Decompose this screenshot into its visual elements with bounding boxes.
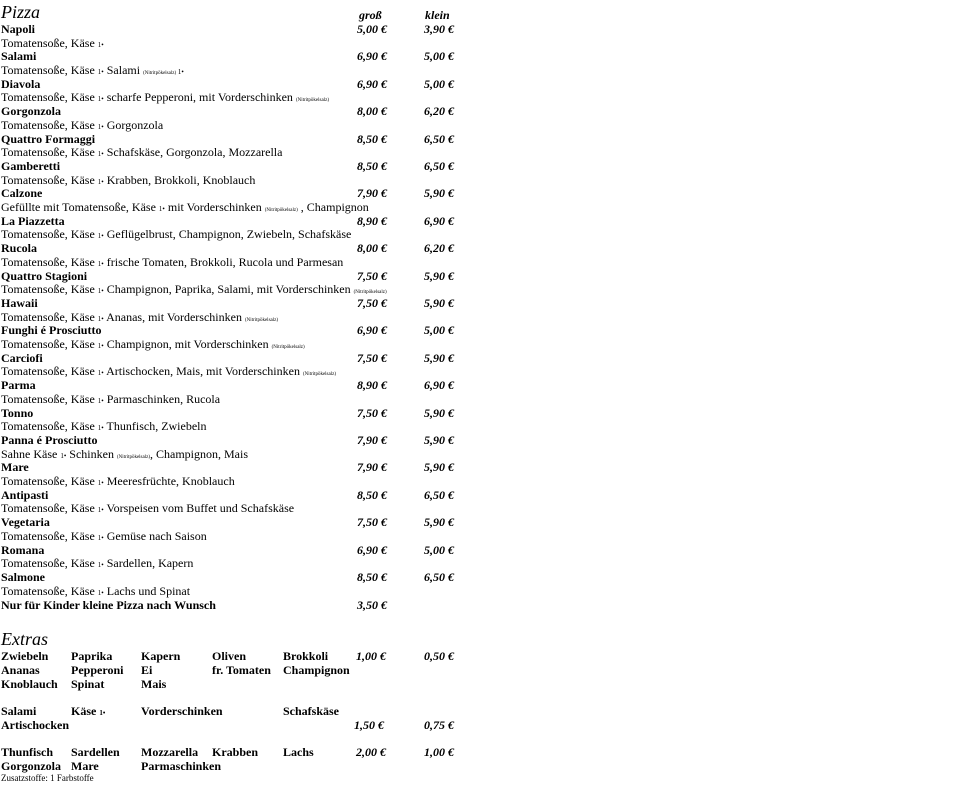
extra-item-kaese-label: Käse: [71, 704, 97, 718]
description-text: Gefüllte mit Tomatensoße, Käse: [1, 199, 159, 214]
pizza-row: [0, 434, 470, 461]
extra-item: Schafskäse: [283, 704, 340, 718]
pizza-name: Funghi é Prosciutto: [1, 323, 102, 338]
description-text: Geflügelbrust, Champignon, Zwiebeln, Schafskäse: [103, 227, 352, 242]
description-text: Tomatensoße, Käse: [1, 35, 98, 50]
additive-mark: 1•: [97, 232, 104, 241]
description-text: Schinken: [66, 446, 117, 461]
kids-pizza-name: Nur für Kinder kleine Pizza nach Wunsch: [1, 598, 216, 612]
pizza-name: Panna é Prosciutto: [1, 433, 98, 447]
additive-mark: 1•: [97, 588, 104, 597]
description-text: , Champignon, Mais: [150, 446, 248, 461]
description-text: Tomatensoße, Käse: [1, 90, 98, 105]
description-text: Tomatensoße, Käse: [1, 419, 98, 434]
pizza-list: [0, 23, 470, 603]
pizza-price-large: 8,50 €: [357, 131, 387, 146]
pizza-row: [0, 516, 470, 543]
additive-mark: 1•: [97, 396, 104, 405]
extra-item: Mais: [141, 677, 167, 691]
pizza-row: [0, 50, 470, 77]
extra-item: Salami: [1, 704, 37, 718]
description-text: Tomatensoße, Käse: [1, 556, 98, 571]
pizza-name: Napoli: [1, 22, 36, 36]
additive-mark: 1•: [97, 67, 104, 76]
pizza-row: [0, 242, 470, 269]
pizza-name: Vegetaria: [1, 515, 50, 530]
description-text: Meeresfrüchte, Knoblauch: [103, 473, 235, 488]
pizza-row: [0, 215, 470, 242]
description-text: Tomatensoße, Käse: [1, 254, 98, 269]
pizza-name: Mare: [1, 460, 29, 475]
additive-mark: 1•: [158, 204, 165, 213]
pizza-price-small: 5,90 €: [424, 433, 454, 447]
additive-mark: 1•: [97, 369, 104, 378]
pizza-price-large: 7,50 €: [357, 296, 387, 310]
extra-item: Ananas: [1, 663, 40, 677]
pizza-price-large: 7,50 €: [357, 515, 387, 530]
additive-note: (Nitritpökelsalz): [353, 290, 387, 296]
pizza-price-large: 8,50 €: [357, 570, 387, 584]
extra-item: Thunfisch: [1, 745, 54, 759]
pizza-price-large: 8,00 €: [357, 104, 387, 119]
extra-item-kaese: [71, 705, 105, 720]
description-text: Lachs und Spinat: [103, 583, 191, 598]
pizza-name: Rucola: [1, 241, 37, 256]
description-text: Artischocken, Mais, mit Vorderschinken: [103, 364, 303, 379]
description-text: Tomatensoße, Käse: [1, 364, 98, 379]
pizza-row: [0, 379, 470, 406]
description-text: Gemüse nach Saison: [103, 528, 207, 543]
pizza-name: Parma: [1, 378, 36, 393]
pizza-price-small: 6,20 €: [424, 104, 454, 119]
pizza-name: Antipasti: [1, 487, 49, 502]
footnote: Zusatzstoffe: 1 Farbstoffe: [1, 773, 94, 783]
pizza-price-small: 5,90 €: [424, 460, 454, 475]
extras-group2-price-large: 1,50 €: [354, 718, 384, 732]
pizza-price-large: 6,90 €: [357, 323, 387, 338]
pizza-description: [1, 393, 220, 408]
description-text: Tomatensoße, Käse: [1, 473, 98, 488]
pizza-name: Salmone: [1, 570, 46, 584]
pizza-price-small: 6,50 €: [424, 159, 454, 173]
pizza-price-large: 7,50 €: [357, 268, 387, 283]
additive-mark: 1•: [97, 533, 104, 542]
pizza-price-small: 5,00 €: [424, 49, 454, 64]
pizza-row: [0, 133, 470, 160]
pizza-section-title: Pizza: [1, 2, 41, 22]
pizza-price-large: 8,00 €: [357, 241, 387, 256]
additive-note: (Nitritpökelsalz): [295, 98, 329, 104]
pizza-price-small: 5,90 €: [424, 515, 454, 530]
extra-item: Mare: [71, 759, 99, 773]
pizza-price-large: 7,90 €: [357, 460, 387, 475]
description-text: mit Vorderschinken: [164, 199, 265, 214]
pizza-row: [0, 187, 470, 214]
additive-mark: 1•: [97, 287, 104, 296]
description-text: , Champignon: [297, 199, 369, 214]
description-text: Tomatensoße, Käse: [1, 391, 98, 406]
pizza-price-large: 5,00 €: [357, 22, 387, 36]
extra-item: Lachs: [283, 745, 314, 759]
pizza-price-small: 3,90 €: [424, 22, 454, 36]
additive-note: (Nitritpökelsalz): [302, 372, 336, 378]
pizza-name: Romana: [1, 542, 45, 557]
column-header-small: klein: [425, 8, 450, 22]
extra-item: Paprika: [71, 649, 113, 663]
pizza-row: [0, 160, 470, 187]
pizza-price-large: 6,90 €: [357, 76, 387, 91]
pizza-price-small: 6,90 €: [424, 213, 454, 228]
extra-item: Ei: [141, 663, 153, 677]
extra-item: Sardellen: [71, 745, 120, 759]
description-text: Sahne Käse: [1, 446, 61, 461]
additive-mark: 1•: [99, 709, 106, 717]
description-text: Tomatensoße, Käse: [1, 62, 98, 77]
description-text: Champignon, Paprika, Salami, mit Vorderschinken: [103, 282, 354, 297]
additive-mark: 1•: [97, 259, 104, 268]
description-text: Tomatensoße, Käse: [1, 336, 98, 351]
additive-mark: 1•: [97, 177, 104, 186]
description-text: frische Tomaten, Brokkoli, Rucola und Parmesan: [103, 254, 344, 269]
extra-item: Vorderschinken: [141, 704, 223, 718]
pizza-price-large: 7,90 €: [357, 433, 387, 447]
additive-note: (Nitritpökelsalz): [244, 317, 279, 323]
pizza-price-large: 7,50 €: [357, 350, 387, 365]
extra-item: Parmaschinken: [141, 759, 222, 773]
pizza-price-large: 8,50 €: [357, 487, 387, 502]
description-text: Ananas, mit Vorderschinken: [103, 309, 245, 324]
extras-group1-price-small: 0,50 €: [424, 649, 454, 663]
description-text: Krabben, Brokkoli, Knoblauch: [103, 172, 256, 187]
description-text: Tomatensoße, Käse: [1, 583, 98, 598]
additive-mark: 1•: [97, 150, 104, 159]
description-text: Champignon, mit Vorderschinken: [103, 336, 272, 351]
extras-group1-price-large: 1,00 €: [356, 649, 386, 663]
description-text: Tomatensoße, Käse: [1, 309, 98, 324]
pizza-price-large: 7,50 €: [357, 405, 387, 420]
description-text: Thunfisch, Zwiebeln: [103, 419, 207, 434]
pizza-row: [0, 544, 470, 571]
column-header-large: groß: [359, 8, 382, 22]
extra-item: Kapern: [141, 649, 181, 663]
pizza-price-large: 8,90 €: [357, 378, 387, 393]
extra-item: Champignon: [283, 663, 350, 677]
description-text: Tomatensoße, Käse: [1, 145, 98, 160]
description-text: Tomatensoße, Käse: [1, 501, 98, 516]
pizza-name: Quattro Formaggi: [1, 131, 96, 146]
additive-mark: 1•: [97, 314, 104, 323]
pizza-row: [0, 105, 470, 132]
pizza-name: Gorgonzola: [1, 104, 61, 119]
additive-mark: 1•: [97, 341, 104, 350]
pizza-price-small: 5,90 €: [424, 296, 454, 310]
extra-item: Oliven: [212, 649, 247, 663]
description-text: Schafskäse, Gorgonzola, Mozzarella: [103, 145, 283, 160]
pizza-price-small: 5,90 €: [424, 405, 454, 420]
description-text: Sardellen, Kapern: [103, 556, 194, 571]
description-text: Tomatensoße, Käse: [1, 282, 98, 297]
extra-item: Gorgonzola: [1, 759, 61, 773]
pizza-price-small: 6,50 €: [424, 570, 454, 584]
pizza-price-large: 8,90 €: [357, 213, 387, 228]
pizza-price-small: 6,90 €: [424, 378, 454, 393]
pizza-row: [0, 270, 470, 297]
pizza-row: [0, 352, 470, 379]
pizza-row: [0, 407, 470, 434]
extra-item: Knoblauch: [1, 677, 58, 691]
additive-mark: 1•: [97, 40, 104, 49]
description-text: Tomatensoße, Käse: [1, 528, 98, 543]
additive-mark: 1•: [176, 67, 184, 76]
pizza-price-small: 5,90 €: [424, 268, 454, 283]
additive-note: (Nitritpökelsalz): [116, 454, 150, 460]
extra-item: Brokkoli: [283, 649, 329, 663]
description-text: Tomatensoße, Käse: [1, 117, 98, 132]
description-text: Gorgonzola: [103, 117, 164, 132]
pizza-name: Gamberetti: [1, 159, 61, 173]
extras-group3-price-large: 2,00 €: [356, 745, 386, 759]
pizza-price-large: 6,90 €: [357, 542, 387, 557]
pizza-name: Quattro Stagioni: [1, 268, 88, 283]
pizza-name: Carciofi: [1, 350, 43, 365]
extras-section-title: Extras: [1, 629, 48, 649]
extras-group2-price-small: 0,75 €: [424, 718, 454, 732]
pizza-name: La Piazzetta: [1, 213, 65, 228]
pizza-row: [0, 461, 470, 488]
pizza-price-large: 8,50 €: [357, 159, 387, 173]
pizza-price-small: 6,20 €: [424, 241, 454, 256]
extra-item: Spinat: [71, 677, 105, 691]
description-text: Tomatensoße, Käse: [1, 172, 98, 187]
additive-mark: 1•: [97, 561, 104, 570]
pizza-row: [0, 571, 470, 598]
pizza-row: [0, 489, 470, 516]
kids-pizza-price-large: 3,50 €: [357, 598, 387, 612]
additive-note: (Nitritpökelsalz): [143, 70, 177, 76]
extra-item: Pepperoni: [71, 663, 124, 677]
additive-mark: 1•: [97, 478, 104, 487]
pizza-price-small: 6,50 €: [424, 131, 454, 146]
pizza-row: [0, 297, 470, 324]
additive-mark: 1•: [97, 95, 104, 104]
pizza-row: [0, 78, 470, 105]
extra-item: fr. Tomaten: [212, 663, 271, 677]
pizza-price-large: 7,90 €: [357, 186, 387, 201]
extra-item: Zwiebeln: [1, 649, 49, 663]
pizza-name: Calzone: [1, 186, 43, 201]
pizza-price-small: 6,50 €: [424, 487, 454, 502]
extras-group3-price-small: 1,00 €: [424, 745, 454, 759]
pizza-name: Diavola: [1, 76, 41, 91]
description-text: scharfe Pepperoni, mit Vorderschinken: [103, 90, 296, 105]
description-text: Vorspeisen vom Buffet und Schafskäse: [103, 501, 295, 516]
pizza-row: [0, 324, 470, 351]
pizza-price-small: 5,00 €: [424, 76, 454, 91]
description-text: Salami: [103, 62, 144, 77]
pizza-description: [1, 228, 351, 243]
pizza-name: Hawaii: [1, 296, 38, 310]
pizza-price-small: 5,90 €: [424, 350, 454, 365]
extra-item: Krabben: [212, 745, 259, 759]
pizza-row: [0, 23, 470, 50]
pizza-price-small: 5,00 €: [424, 323, 454, 338]
additive-note: (Nitritpökelsalz): [271, 344, 305, 350]
extra-item: Mozzarella: [141, 745, 199, 759]
pizza-price-large: 6,90 €: [357, 49, 387, 64]
pizza-price-small: 5,90 €: [424, 186, 454, 201]
additive-mark: 1•: [60, 451, 67, 460]
pizza-name: Tonno: [1, 405, 34, 420]
additive-note: (Nitritpökelsalz): [264, 207, 298, 213]
description-text: Parmaschinken, Rucola: [103, 391, 221, 406]
extra-item: Artischocken: [1, 718, 69, 732]
additive-mark: 1•: [97, 506, 104, 515]
additive-mark: 1•: [97, 424, 104, 433]
additive-mark: 1•: [97, 122, 104, 131]
pizza-name: Salami: [1, 49, 37, 64]
pizza-price-small: 5,00 €: [424, 542, 454, 557]
description-text: Tomatensoße, Käse: [1, 227, 98, 242]
